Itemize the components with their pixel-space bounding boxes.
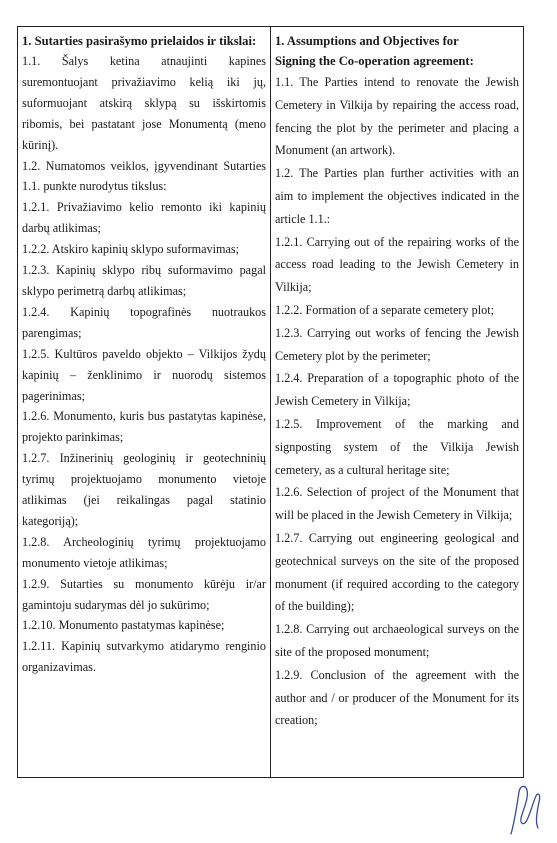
lithuanian-column xyxy=(18,27,271,777)
lt-paragraph: 1.2.2. Atskiro kapinių sklypo suformavimas; xyxy=(22,242,239,257)
en-paragraph: 1.2.9. Conclusion of the agreement with the author and / or producer of the Monument for its creation; xyxy=(275,667,519,728)
en-paragraph: 1.2.6. Selection of project of the Monument that will be placed in the Jewish Cemetery in Vilkija; xyxy=(275,485,519,523)
handwritten-initials-signature xyxy=(505,782,545,838)
english-column xyxy=(271,27,523,777)
lt-paragraph: 1.2.11. Kapinių sutvarkymo atidarymo renginio organizavimas. xyxy=(22,639,266,675)
english-section-heading xyxy=(275,31,519,71)
en-paragraph: 1.2.1. Carrying out of the repairing works of the access road leading to the Jewish Cemetery in Vilkija; xyxy=(275,234,519,295)
en-paragraph: 1.2. The Parties plan further activities with an aim to implement the objectives indicated in the article 1.1.: xyxy=(275,166,519,226)
lt-paragraph: 1.2.10. Monumento pastatymas kapinėse; xyxy=(22,618,225,633)
lt-paragraph: 1.2.5. Kultūros paveldo objekto – Vilkijos žydų kapinių – ženklinimo ir nuorodų sistemos pagerinimas; xyxy=(22,346,266,403)
lt-paragraph: 1.2.8. Archeologinių tyrimų projektuojamo monumento vietoje atlikimas; xyxy=(22,534,266,570)
en-paragraph: 1.1. The Parties intend to renovate the Jewish Cemetery in Vilkija by repairing the access road, fencing the plot by the perimeter and placing a Monument (an artwork). xyxy=(275,75,519,158)
lithuanian-section-heading: 1. Sutarties pasirašymo prielaidos ir tikslai: xyxy=(22,34,257,48)
lt-paragraph: 1.2.1. Privažiavimo kelio remonto iki kapinių darbų atlikimas; xyxy=(22,200,266,236)
en-paragraph: 1.2.2. Formation of a separate cemetery plot; xyxy=(275,302,494,317)
en-paragraph: 1.2.8. Carrying out archaeological surveys on the site of the proposed monument; xyxy=(275,622,519,659)
en-paragraph: 1.2.3. Carrying out works of fencing the Jewish Cemetery plot by the perimeter; xyxy=(275,325,519,363)
en-paragraph: 1.2.4. Preparation of a topographic photo of the Jewish Cemetery in Vilkija; xyxy=(275,371,519,409)
en-paragraph: 1.2.5. Improvement of the marking and signposting system of the Vilkija Jewish cemetery, as a cultural heritage site; xyxy=(275,416,519,477)
lt-paragraph: 1.2.9. Sutarties su monumento kūrėju ir/ar gamintoju sudarymas dėl jo sukūrimo; xyxy=(22,576,266,612)
bilingual-agreement-table xyxy=(17,26,524,778)
lt-paragraph: 1.1. Šalys ketina atnaujinti kapines suremontuojant privažiavimo kelią iki jų, suformuojant atskirą sklypą su išskirtomis ribomis, bei pastatant jose Monumentą (meno kūrinį). xyxy=(22,54,266,152)
lt-paragraph: 1.2.6. Monumento, kuris bus pastatytas kapinėse, projekto parinkimas; xyxy=(22,409,266,445)
lt-paragraph: 1.2.4. Kapinių topografinės nuotraukos parengimas; xyxy=(22,304,266,340)
lt-paragraph: 1.2.3. Kapinių sklypo ribų suformavimo pagal sklypo perimetrą darbų atlikimas; xyxy=(22,263,266,298)
lt-paragraph: 1.2.7. Inžinerinių geologinių ir geotechninių tyrimų projektuojamo monumento vietoje atlikimas (jei reikalingas pagal statinio kategoriją); xyxy=(22,451,266,528)
english-heading-line1: 1. Assumptions and Objectives for xyxy=(275,34,459,48)
en-paragraph: 1.2.7. Carrying out engineering geological and geotechnical surveys on the site of the proposed monument (if required according to the category of the building); xyxy=(275,530,519,614)
english-heading-line2: Signing the Co-operation agreement: xyxy=(275,54,474,68)
lt-paragraph: 1.2. Numatomos veiklos, įgyvendinant Sutarties 1.1. punkte nurodytus tikslus: xyxy=(22,158,266,194)
